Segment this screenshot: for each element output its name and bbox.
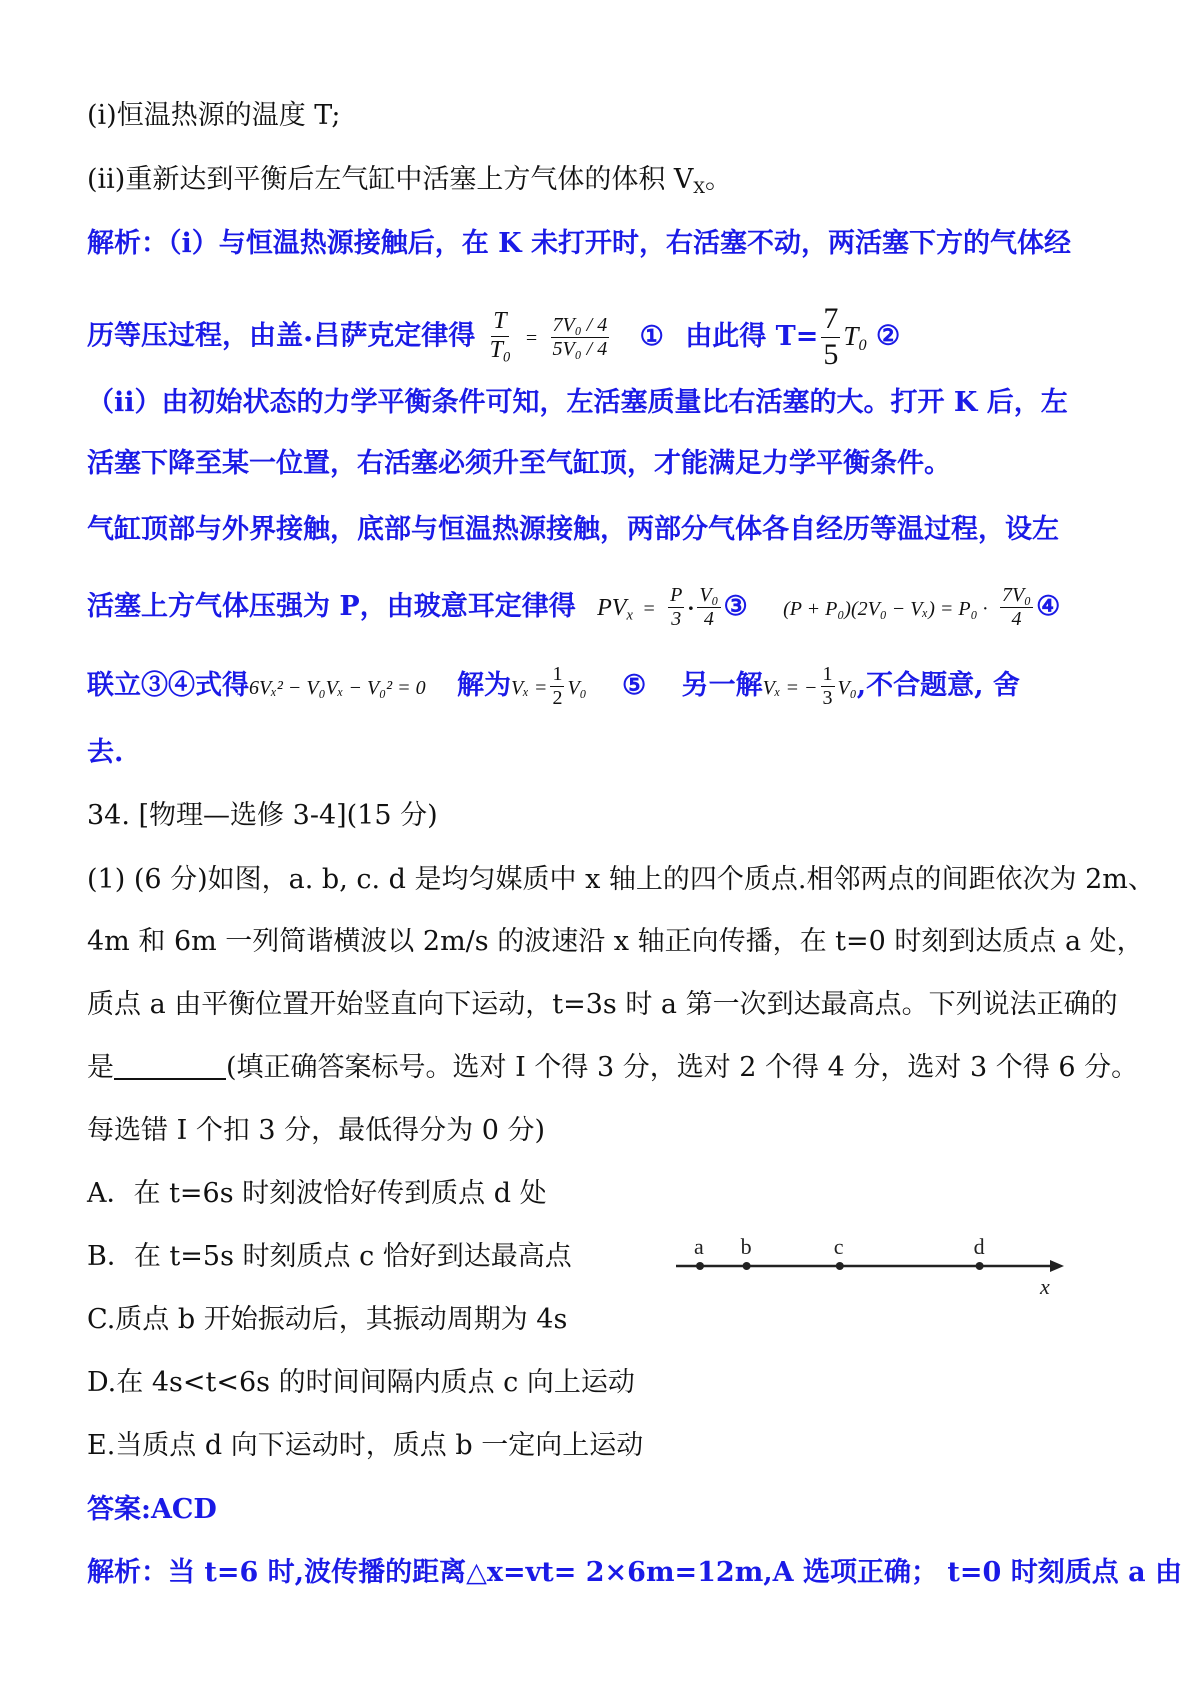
line7-other-text: 另一解: [681, 670, 763, 701]
equation-mark-2: ②: [875, 320, 901, 352]
eq1-lhs-den-sub: 0: [503, 349, 511, 366]
solution-line-8: 去.: [87, 737, 124, 768]
x-axis-arrowhead: [1050, 1260, 1064, 1272]
line7-text: 联立③④式得: [87, 670, 249, 701]
equation-mark-5: ⑤: [622, 670, 647, 701]
axis-point-label-a: a: [694, 1234, 704, 1259]
solution-line-7: [87, 663, 1130, 710]
answer-blank: [114, 1052, 226, 1080]
axis-point-b: [743, 1262, 751, 1270]
eq6-lhs: Vₓ =: [511, 677, 548, 699]
eq7-lhs: Vₓ = −: [762, 677, 818, 699]
eq3-f2-den: 4: [703, 608, 714, 630]
eq3-lhs-letters: PV: [597, 595, 627, 621]
eq6-tail: V₀: [567, 677, 587, 699]
eq1-lhs-num: T: [491, 308, 508, 337]
frac75-den: 5: [823, 337, 839, 371]
eq6-den: 2: [552, 687, 563, 709]
eq1-rhs-den: 5V₀ / 4: [552, 337, 608, 360]
part-ii-subscript: X: [693, 177, 705, 197]
equation-mark-3: ③: [723, 591, 748, 622]
part-ii-text: (ii)重新达到平衡后左气缸中活塞上方气体的体积 V: [87, 164, 694, 195]
solution-line-4: 活塞下降至某一位置，右活塞必须升至气缸顶，才能满足力学平衡条件。: [87, 448, 951, 479]
axis-point-c: [836, 1262, 844, 1270]
option-d: D.在 4s<t<6s 的时间间隔内质点 c 向上运动: [87, 1367, 635, 1398]
question-part-ii: [87, 160, 1130, 208]
axis-point-label-b: b: [740, 1234, 752, 1259]
eq3-lhs-sub: x: [626, 607, 633, 624]
option-e: E.当质点 d 向下运动时，质点 b 一定向上运动: [87, 1430, 644, 1461]
eq1-rhs-num: 7V₀ / 4: [552, 313, 608, 336]
dot-separator: •: [303, 329, 314, 349]
t0-symbol: [843, 320, 867, 354]
solution-line-2: [87, 302, 1130, 372]
option-c: C.质点 b 开始振动后，其振动周期为 4s: [87, 1304, 568, 1335]
question-34-para-5: 每选错 I 个扣 3 分，最低得分为 0 分): [87, 1115, 546, 1146]
solution-line-1: 解析：（i）与恒温热源接触后，在 K 未打开时，右活塞不动，两活塞下方的气体经: [87, 228, 1072, 259]
question-34-para-2: 4m 和 6m 一列简谐横波以 2m/s 的波速沿 x 轴正向传播，在 t=0 时刻到达质点 a 处，: [87, 926, 1144, 957]
t0-sub: 0: [858, 335, 867, 354]
analysis-line: 解析：当 t=6 时,波传播的距离△x=vt= 2×6m=12m,A 选项正确； t=0 时刻质点 a 由: [87, 1557, 1183, 1588]
eq3-fraction-2: [697, 584, 720, 631]
option-b: B．在 t=5s 时刻质点 c 恰好到达最高点: [87, 1241, 572, 1272]
line7-solve-text: 解为: [457, 670, 512, 701]
eq4-f-den: 4: [1011, 608, 1022, 630]
t0-letter: T: [843, 320, 859, 351]
eq4-f-num: 7V₀: [1001, 584, 1032, 606]
eq7-fraction: [821, 663, 835, 710]
solution-line-3: （ii）由初始状态的力学平衡条件可知，左活塞质量比右活塞的大。打开 K 后，左: [87, 387, 1068, 418]
eq3-f1-den: 3: [671, 608, 682, 630]
para4-start: 是: [87, 1052, 114, 1083]
question-34-para-3: 质点 a 由平衡位置开始竖直向下运动，t=3s 时 a 第一次到达最高点。下列说法正确的: [87, 989, 1118, 1020]
solution-line-5: 气缸顶部与外界接触，底部与恒温热源接触，两部分气体各自经历等温过程，设左: [87, 514, 1059, 545]
line7-end-text: ,不合题意, 舍: [856, 670, 1020, 701]
question-part-i: (i)恒温热源的温度 T;: [87, 100, 341, 131]
eq3-lhs: [597, 595, 633, 624]
equation-1-lhs: [488, 308, 513, 365]
eq5-equation: 6Vₓ² − V₀Vₓ − V₀² = 0: [249, 677, 426, 699]
equation-mark-4: ④: [1036, 591, 1061, 622]
x-axis-label: x: [1040, 1274, 1050, 1299]
line2-text-a: 历等压过程，由盖: [87, 320, 303, 352]
question-34-header: 34. [物理—选修 3-4](15 分): [87, 800, 438, 831]
eq7-den: 3: [822, 687, 833, 709]
x-axis-figure: [672, 1232, 1072, 1302]
answer-line: 答案:ACD: [87, 1494, 217, 1525]
eq1-lhs-den: [488, 337, 513, 366]
axis-point-a: [696, 1262, 704, 1270]
axis-point-label-d: d: [973, 1234, 985, 1259]
line6-text: 活塞上方气体压强为 P，由玻意耳定律得: [87, 591, 576, 622]
question-34-para-4: [87, 1048, 1139, 1088]
eq3-equals: =: [642, 598, 656, 620]
question-34-para-1: (1) (6 分)如图，a. b, c. d 是均匀媒质中 x 轴上的四个质点.相邻两点的间距依次为 2m、: [87, 864, 1155, 895]
eq7-num: 1: [822, 663, 833, 685]
frac75-num: 7: [821, 302, 840, 338]
axis-point-d: [976, 1262, 984, 1270]
eq3-dot: ·: [687, 596, 695, 620]
line2-text-b: 吕萨克定律得: [313, 320, 476, 352]
eq6-fraction: [550, 663, 564, 710]
eq1-lhs-den-letter: T: [489, 336, 503, 363]
eq6-num: 1: [552, 663, 563, 685]
eq4-fraction: [1000, 584, 1033, 631]
equation-mark-1: ①: [639, 320, 664, 352]
eq7-tail: V₀: [837, 677, 857, 699]
para4-rest: (填正确答案标号。选对 I 个得 3 分，选对 2 个得 4 分，选对 3 个得 6 分。: [226, 1052, 1139, 1083]
eq4-lhs: (P + P₀)(2V₀ − Vₓ) = P₀ ·: [783, 598, 988, 620]
fraction-7-5: [821, 302, 840, 372]
option-a: A．在 t=6s 时刻波恰好传到质点 d 处: [87, 1178, 547, 1209]
line2-result-text: 由此得 T=: [685, 320, 819, 352]
eq1-equals: =: [524, 327, 539, 350]
axis-point-label-c: c: [833, 1234, 844, 1259]
part-ii-end: 。: [704, 164, 732, 195]
solution-line-6: [87, 584, 1130, 635]
eq3-fraction-1: [668, 584, 684, 631]
equation-1-rhs: [551, 314, 610, 361]
eq3-f2-num: V₀: [699, 584, 719, 606]
eq3-f1-num: P: [670, 584, 683, 606]
